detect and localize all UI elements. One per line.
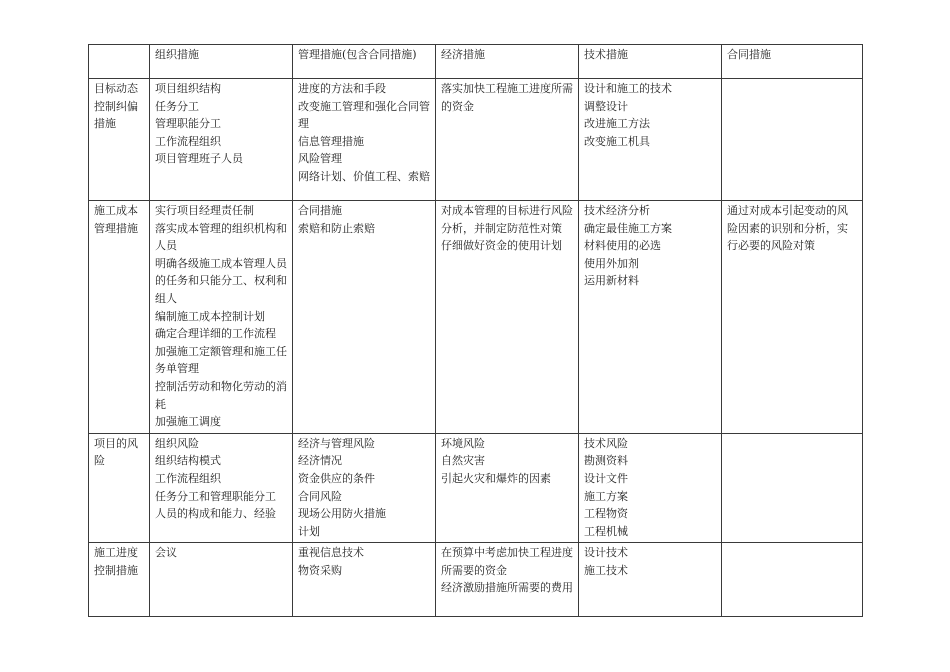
cell-line: 项目管理班子人员 [155,152,243,166]
cell-line: 运用新材料 [584,274,639,288]
cell-line: 明确各级施工成本管理人员的任务和只能分工、权利和组人 [155,256,287,305]
cell-line: 经济与管理风险 [298,436,375,450]
row-label: 施工进度控制措施 [89,543,150,617]
cell-line: 加强施工定额管理和施工任务单管理 [155,344,287,376]
cell-line: 经济激励措施所需要的费用 [441,581,573,595]
cell-line: 调整设计 [584,99,628,113]
cell-technical [579,79,722,201]
header-management: 管理措施(包含合同措施) [293,45,436,79]
cell-economic [436,543,579,617]
header-corner [89,45,150,79]
cell-contract [722,201,863,434]
table-row [89,433,863,543]
cell-line: 自然灾害 [441,454,485,468]
table-row [89,543,863,617]
cell-line: 确定最佳施工方案 [584,221,672,235]
cell-organizational [150,79,293,201]
cell-line: 风险管理 [298,152,342,166]
cell-management [293,79,436,201]
cell-line: 控制活劳动和物化劳动的消耗 [155,379,287,411]
cell-line: 合同风险 [298,489,342,503]
cell-line: 资金供应的条件 [298,471,375,485]
cell-line: 在预算中考虑加快工程进度所需要的资金 [441,546,573,577]
table-row [89,201,863,434]
row-label: 目标动态控制纠偏措施 [89,79,150,201]
cell-line: 加强施工调度 [155,415,221,429]
cell-line: 工作流程组织 [155,134,221,148]
cell-line: 工程物资 [584,507,628,521]
cell-economic [436,79,579,201]
cell-management [293,201,436,434]
cell-technical [579,543,722,617]
row-label: 项目的风险 [89,433,150,543]
cell-line: 会议 [155,546,177,560]
cell-line: 对成本管理的目标进行风险分析，并制定防范性对策 [441,204,573,235]
row-label: 施工成本管理措施 [89,201,150,434]
cell-line: 施工技术 [584,563,628,577]
cell-technical [579,201,722,434]
cell-organizational [150,201,293,434]
cell-organizational [150,543,293,617]
cell-line: 信息管理措施 [298,134,364,148]
cell-line: 确定合理详细的工作流程 [155,327,276,341]
cell-line: 索赔和防止索赔 [298,221,375,235]
cell-line: 实行项目经理责任制 [155,204,254,217]
cell-contract [722,79,863,201]
table-body [89,79,863,617]
cell-organizational [150,433,293,543]
table-row [89,79,863,201]
cell-line: 仔细做好资金的使用计划 [441,239,562,253]
cell-line: 工程机械 [584,524,628,538]
measures-table [88,44,863,617]
cell-line: 技术经济分析 [584,204,650,217]
cell-contract [722,433,863,543]
cell-line: 设计和施工的技术 [584,82,672,95]
cell-line: 落实成本管理的组织机构和人员 [155,221,287,253]
cell-line: 引起火灾和爆炸的因素 [441,471,551,485]
cell-line: 改变施工管理和强化合同管理 [298,99,430,131]
cell-line: 任务分工 [155,99,199,113]
cell-economic [436,201,579,434]
cell-economic [436,433,579,543]
cell-line: 编制施工成本控制计划 [155,309,265,323]
cell-line: 改进施工方法 [584,117,650,131]
cell-line: 计划 [298,524,320,538]
header-organizational: 组织措施 [150,45,293,79]
cell-line: 材料使用的必选 [584,239,661,253]
cell-line: 现场公用防火措施 [298,507,386,521]
cell-line: 设计文件 [584,471,628,485]
cell-technical [579,433,722,543]
cell-line: 重视信息技术 [298,546,364,560]
cell-line: 组织风险 [155,436,199,450]
cell-line: 物资采购 [298,563,342,577]
cell-line: 组织结构模式 [155,454,221,468]
cell-line: 管理职能分工 [155,117,221,131]
cell-line: 合同措施 [298,204,342,217]
cell-line: 任务分工和管理职能分工 [155,489,276,503]
header-economic: 经济措施 [436,45,579,79]
header-contract: 合同措施 [722,45,863,79]
cell-line: 人员的构成和能力、经验 [155,507,276,521]
cell-contract [722,543,863,617]
cell-management [293,433,436,543]
cell-line: 技术风险 [584,436,628,450]
cell-line: 勘测资料 [584,454,628,468]
header-technical: 技术措施 [579,45,722,79]
cell-line: 落实加快工程施工进度所需的资金 [441,82,573,113]
cell-line: 环境风险 [441,436,485,450]
cell-line: 项目组织结构 [155,82,221,95]
cell-line: 使用外加剂 [584,256,639,270]
header-row [89,45,863,79]
cell-line: 施工方案 [584,489,628,503]
cell-line: 工作流程组织 [155,471,221,485]
cell-line: 进度的方法和手段 [298,82,386,95]
cell-line: 通过对成本引起变动的风险因素的识别和分析，实行必要的风险对策 [727,204,848,253]
cell-line: 设计技术 [584,546,628,560]
cell-line: 经济情况 [298,454,342,468]
cell-line: 改变施工机具 [584,134,650,148]
cell-line: 网络计划、价值工程、索赔 [298,169,430,183]
cell-management [293,543,436,617]
